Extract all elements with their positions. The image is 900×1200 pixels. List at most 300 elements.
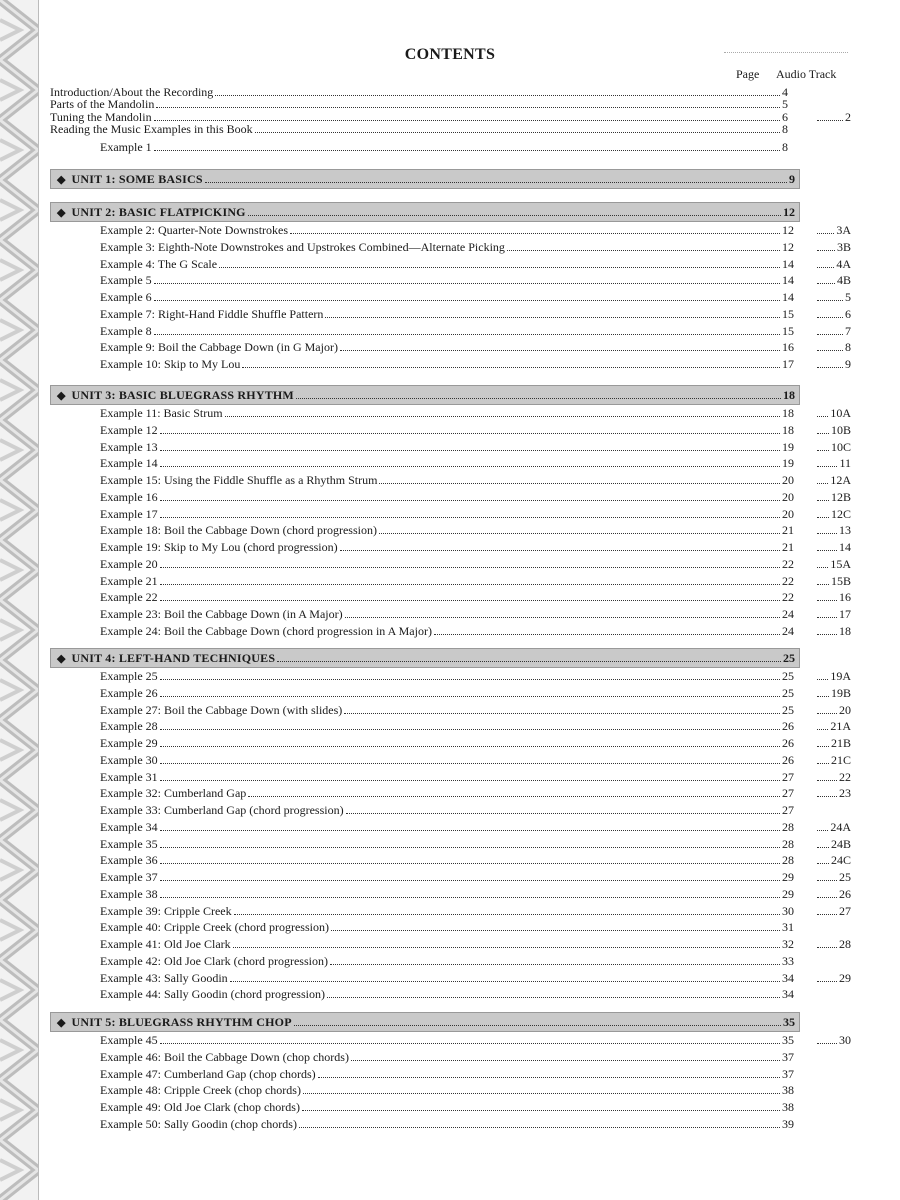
entry-label: Example 33: Cumberland Gap (chord progression) <box>100 803 344 817</box>
track-leader-dots <box>817 679 828 680</box>
entry-track <box>815 886 851 902</box>
entry-label: Example 26 <box>100 685 158 700</box>
entry-page: 8 <box>782 122 788 136</box>
diamond-icon: ◆ <box>57 1017 66 1029</box>
entry-track <box>815 472 851 488</box>
entry-page: 22 <box>782 573 794 588</box>
entry-label: Example 37 <box>100 870 158 884</box>
entry-page: 20 <box>782 506 794 521</box>
example-entry[interactable] <box>100 356 798 372</box>
entry-page: 27 <box>782 769 794 784</box>
example-entry[interactable] <box>100 272 798 288</box>
entry-label: Example 49: Old Joe Clark (chop chords) <box>100 1100 300 1114</box>
track-leader-dots <box>817 367 843 368</box>
entry-track <box>815 685 851 701</box>
entry-track <box>815 289 851 305</box>
entry-track <box>815 439 851 455</box>
entry-label: Example 5 <box>100 273 152 288</box>
leader-dots <box>160 433 780 434</box>
entry-label: Example 21 <box>100 573 158 588</box>
entry-page: 38 <box>782 1083 794 1098</box>
entry-page: 31 <box>782 920 794 935</box>
contents-page <box>50 0 850 1200</box>
leader-dots <box>205 182 787 183</box>
example-entry[interactable] <box>100 702 798 718</box>
entry-page: 22 <box>782 556 794 571</box>
entry-page: 28 <box>782 819 794 834</box>
entry-label: Example 14 <box>100 456 158 471</box>
leader-dots <box>154 334 780 335</box>
track-leader-dots <box>817 746 829 747</box>
entry-label: Example 30 <box>100 752 158 767</box>
entry-label: Example 16 <box>100 489 158 504</box>
entry-label: Example 31 <box>100 769 158 784</box>
example-entry[interactable] <box>100 836 798 852</box>
entry-label: Example 25 <box>100 669 158 683</box>
example-entry[interactable] <box>100 1032 798 1048</box>
track-leader-dots <box>817 550 837 551</box>
leader-dots <box>160 729 780 730</box>
track-leader-dots <box>817 233 834 234</box>
track-number: 4B <box>836 273 851 288</box>
entry-label: Example 28 <box>100 719 158 734</box>
track-leader-dots <box>817 617 837 618</box>
entry-label: Introduction/About the Recording <box>50 85 214 99</box>
entry-track <box>815 323 851 339</box>
example-entry[interactable] <box>100 903 798 919</box>
leader-dots <box>290 233 780 234</box>
track-leader-dots <box>817 483 828 484</box>
leader-dots <box>302 1110 780 1111</box>
entry-page: 35 <box>782 1033 794 1047</box>
header-rule <box>724 52 848 53</box>
entry-page: 19 <box>782 439 794 454</box>
example-entry[interactable] <box>100 1049 798 1065</box>
entry-track <box>815 573 851 589</box>
entry-track <box>815 936 851 952</box>
example-entry[interactable] <box>100 489 798 505</box>
entry-label: Example 34 <box>100 819 158 834</box>
leader-dots <box>327 997 780 998</box>
track-number: 10A <box>830 406 851 420</box>
track-number: 24C <box>830 853 851 868</box>
track-leader-dots <box>817 847 829 848</box>
entry-track <box>815 869 851 885</box>
leader-dots <box>234 914 780 915</box>
leader-dots <box>160 500 780 501</box>
diamond-icon: ◆ <box>57 207 66 219</box>
example-entry[interactable] <box>100 472 798 488</box>
entry-page: 27 <box>782 803 794 817</box>
example-entry[interactable] <box>100 1099 798 1115</box>
entry-page: 37 <box>782 1049 794 1064</box>
track-number: 21B <box>830 736 851 750</box>
unit-heading[interactable] <box>50 1012 800 1032</box>
entry-track <box>815 769 851 785</box>
leader-dots <box>219 267 780 268</box>
leader-dots <box>346 813 780 814</box>
entry-label: Example 23: Boil the Cabbage Down (in A Major) <box>100 607 343 621</box>
track-number: 26 <box>839 886 851 901</box>
example-entry[interactable] <box>100 306 798 322</box>
entry-track <box>815 852 851 868</box>
unit-title: UNIT 2: BASIC FLATPICKING <box>71 205 246 219</box>
entry-page: 20 <box>782 473 794 487</box>
example-entry[interactable] <box>100 1082 798 1098</box>
entry-page: 25 <box>782 685 794 700</box>
example-entry[interactable] <box>100 919 798 935</box>
example-entry[interactable] <box>100 802 798 818</box>
entry-label: Example 38 <box>100 886 158 901</box>
entry-page: 25 <box>782 702 794 717</box>
entry-page: 26 <box>782 719 794 734</box>
leader-dots <box>277 661 781 662</box>
example-entry[interactable] <box>100 886 798 902</box>
track-leader-dots <box>817 713 837 714</box>
entry-label: Example 4: The G Scale <box>100 256 218 271</box>
track-leader-dots <box>817 763 829 764</box>
entry-page: 33 <box>782 953 794 968</box>
track-leader-dots <box>817 267 834 268</box>
entry-track <box>815 522 851 538</box>
entry-track <box>815 489 851 505</box>
entry-label: Example 47: Cumberland Gap (chop chords) <box>100 1066 316 1081</box>
example-entry[interactable] <box>100 506 798 522</box>
entry-page: 8 <box>782 140 788 154</box>
entry-track <box>815 752 851 768</box>
entry-page: 39 <box>782 1116 794 1131</box>
track-number: 19A <box>830 669 851 683</box>
track-number: 8 <box>845 340 851 355</box>
leader-dots <box>379 533 780 534</box>
entry-page: 25 <box>782 669 794 683</box>
entry-page: 30 <box>782 903 794 918</box>
track-number: 16 <box>839 590 851 605</box>
example-entry[interactable] <box>100 970 798 986</box>
track-leader-dots <box>817 1043 837 1044</box>
leader-dots <box>156 107 780 108</box>
leader-dots <box>160 600 780 601</box>
entry-label: Parts of the Mandolin <box>50 97 155 111</box>
diamond-icon: ◆ <box>57 174 66 186</box>
entry-label: Example 46: Boil the Cabbage Down (chop chords) <box>100 1049 349 1064</box>
entry-track <box>815 272 851 288</box>
unit-heading[interactable] <box>50 385 800 405</box>
track-leader-dots <box>817 947 837 948</box>
leader-dots <box>344 713 780 714</box>
unit-title: UNIT 3: BASIC BLUEGRASS RHYTHM <box>71 388 294 402</box>
entry-label: Example 6 <box>100 290 152 304</box>
track-leader-dots <box>817 334 843 335</box>
example-entry[interactable] <box>100 589 798 605</box>
entry-label: Example 45 <box>100 1033 158 1047</box>
leader-dots <box>345 617 780 618</box>
entry-label: Example 19: Skip to My Lou (chord progression) <box>100 540 338 554</box>
example-entry[interactable] <box>100 289 798 305</box>
example-entry[interactable] <box>100 256 798 272</box>
entry-label: Example 35 <box>100 836 158 851</box>
example-entry[interactable] <box>100 718 798 734</box>
entry-label: Example 24: Boil the Cabbage Down (chord progression in A Major) <box>100 623 432 638</box>
track-number: 17 <box>839 607 851 621</box>
leader-dots <box>154 300 780 301</box>
entry-page: 24 <box>782 607 794 621</box>
entry-page: 37 <box>782 1066 794 1081</box>
entry-label: Example 43: Sally Goodin <box>100 970 228 985</box>
page-column-header: Page <box>736 67 760 81</box>
leader-dots <box>160 863 780 864</box>
example-entry[interactable] <box>100 1066 798 1082</box>
track-column-header: Audio Track <box>776 67 837 81</box>
entry-page: 12 <box>782 239 794 254</box>
leader-dots <box>294 1025 781 1026</box>
leader-dots <box>160 450 780 451</box>
entry-label: Example 2: Quarter-Note Downstrokes <box>100 223 289 237</box>
leader-dots <box>318 1077 780 1078</box>
leader-dots <box>340 550 780 551</box>
leader-dots <box>160 897 780 898</box>
example-entry[interactable] <box>100 239 798 255</box>
example-entry[interactable] <box>100 1116 798 1132</box>
entry-label: Example 1 <box>100 140 152 154</box>
track-number: 15B <box>830 573 851 588</box>
entry-label: Example 15: Using the Fiddle Shuffle as a Rhythm Strum <box>100 473 378 487</box>
track-number: 3B <box>836 239 851 254</box>
unit-title: UNIT 4: LEFT-HAND TECHNIQUES <box>71 651 276 665</box>
entry-track <box>815 256 851 272</box>
example-entry[interactable] <box>100 539 798 555</box>
entry-track <box>815 109 851 125</box>
entry-label: Example 44: Sally Goodin (chord progression) <box>100 987 325 1002</box>
entry-page: 18 <box>782 406 794 420</box>
track-leader-dots <box>817 696 829 697</box>
track-number: 9 <box>845 357 851 371</box>
example-entry[interactable] <box>100 455 798 471</box>
track-number: 27 <box>839 903 851 918</box>
leader-dots <box>340 350 780 351</box>
track-leader-dots <box>817 796 837 797</box>
track-number: 23 <box>839 786 851 801</box>
track-number: 29 <box>839 970 851 985</box>
leader-dots <box>160 1043 780 1044</box>
track-number: 24A <box>830 819 851 834</box>
track-leader-dots <box>817 416 828 417</box>
example-entry[interactable] <box>100 439 798 455</box>
example-entry[interactable] <box>100 422 798 438</box>
track-leader-dots <box>817 317 843 318</box>
track-leader-dots <box>817 914 837 915</box>
unit-heading[interactable] <box>50 648 800 668</box>
example-entry[interactable] <box>100 735 798 751</box>
unit-page: 18 <box>783 388 795 402</box>
leader-dots <box>507 250 780 251</box>
entry-label: Reading the Music Examples in this Book <box>50 122 253 136</box>
entry-track <box>815 970 851 986</box>
entry-track <box>815 239 851 255</box>
example-entry[interactable] <box>100 936 798 952</box>
unit-page: 25 <box>783 651 795 665</box>
track-number: 4A <box>836 256 851 271</box>
entry-page: 5 <box>782 97 788 111</box>
decorative-border <box>0 0 39 1200</box>
track-number: 2 <box>845 110 851 124</box>
track-leader-dots <box>817 897 837 898</box>
example-entry[interactable] <box>100 405 798 421</box>
entry-label: Example 20 <box>100 556 158 571</box>
entry-page: 21 <box>782 523 794 538</box>
entry-page: 24 <box>782 623 794 638</box>
track-number: 25 <box>839 870 851 884</box>
entry-page: 28 <box>782 853 794 868</box>
entry-page: 21 <box>782 540 794 554</box>
example-entry[interactable] <box>100 769 798 785</box>
example-entry[interactable] <box>100 339 798 355</box>
entry-label: Tuning the Mandolin <box>50 110 152 124</box>
intro-entry[interactable] <box>100 139 798 155</box>
track-number: 21C <box>830 752 851 767</box>
example-entry[interactable] <box>100 785 798 801</box>
entry-label: Example 40: Cripple Creek (chord progression) <box>100 920 329 935</box>
entry-track <box>815 405 851 421</box>
entry-label: Example 8 <box>100 323 152 338</box>
unit-heading[interactable] <box>50 169 800 189</box>
leader-dots <box>160 847 780 848</box>
entry-track <box>815 455 851 471</box>
entry-label: Example 18: Boil the Cabbage Down (chord progression) <box>100 523 377 538</box>
entry-page: 6 <box>782 110 788 124</box>
unit-heading[interactable] <box>50 202 800 222</box>
track-leader-dots <box>817 600 837 601</box>
unit-page: 12 <box>783 205 795 219</box>
entry-label: Example 10: Skip to My Lou <box>100 357 241 371</box>
track-leader-dots <box>817 584 829 585</box>
track-number: 19B <box>830 685 851 700</box>
entry-track <box>815 356 851 372</box>
example-entry[interactable] <box>100 752 798 768</box>
example-entry[interactable] <box>100 953 798 969</box>
leader-dots <box>160 830 780 831</box>
example-entry[interactable] <box>100 573 798 589</box>
track-leader-dots <box>817 880 837 881</box>
track-number: 14 <box>839 540 851 554</box>
leader-dots <box>351 1060 780 1061</box>
entry-label: Example 13 <box>100 439 158 454</box>
track-number: 12C <box>830 506 851 521</box>
track-leader-dots <box>817 350 843 351</box>
entry-track <box>815 668 851 684</box>
entry-page: 14 <box>782 290 794 304</box>
example-entry[interactable] <box>100 323 798 339</box>
entry-page: 15 <box>782 306 794 321</box>
entry-page: 15 <box>782 323 794 338</box>
track-number: 7 <box>845 323 851 338</box>
leader-dots <box>233 947 780 948</box>
entry-label: Example 3: Eighth-Note Downstrokes and Upstrokes Combined—Alternate Picking <box>100 239 505 254</box>
entry-page: 16 <box>782 340 794 355</box>
track-leader-dots <box>817 729 828 730</box>
leader-dots <box>160 696 780 697</box>
example-entry[interactable] <box>100 852 798 868</box>
track-leader-dots <box>817 433 829 434</box>
track-number: 22 <box>839 769 851 784</box>
track-number: 18 <box>839 623 851 638</box>
entry-label: Example 7: Right-Hand Fiddle Shuffle Pattern <box>100 306 324 321</box>
example-entry[interactable] <box>100 819 798 835</box>
example-entry[interactable] <box>100 522 798 538</box>
intro-entry[interactable] <box>50 121 798 137</box>
leader-dots <box>160 880 780 881</box>
leader-dots <box>154 150 780 151</box>
entry-track <box>815 718 851 734</box>
entry-track <box>815 339 851 355</box>
entry-page: 4 <box>782 85 788 99</box>
leader-dots <box>325 317 780 318</box>
entry-page: 19 <box>782 456 794 471</box>
entry-label: Example 9: Boil the Cabbage Down (in G Major) <box>100 340 338 355</box>
track-number: 5 <box>845 290 851 304</box>
entry-track <box>815 819 851 835</box>
track-leader-dots <box>817 981 837 982</box>
leader-dots <box>248 215 781 216</box>
diamond-icon: ◆ <box>57 390 66 402</box>
entry-label: Example 48: Cripple Creek (chop chords) <box>100 1083 301 1098</box>
track-number: 12B <box>830 489 851 504</box>
track-number: 28 <box>839 937 851 951</box>
example-entry[interactable] <box>100 685 798 701</box>
leader-dots <box>330 964 780 965</box>
entry-track <box>815 1032 851 1048</box>
track-leader-dots <box>817 120 843 121</box>
leader-dots <box>296 398 781 399</box>
example-entry[interactable] <box>100 668 798 684</box>
example-entry[interactable] <box>100 222 798 238</box>
leader-dots <box>160 567 780 568</box>
track-leader-dots <box>817 466 837 467</box>
example-entry[interactable] <box>100 556 798 572</box>
track-leader-dots <box>817 283 835 284</box>
page-title: CONTENTS <box>404 46 496 63</box>
entry-page: 18 <box>782 422 794 437</box>
example-entry[interactable] <box>100 869 798 885</box>
example-entry[interactable] <box>100 986 798 1002</box>
track-leader-dots <box>817 450 829 451</box>
leader-dots <box>379 483 780 484</box>
track-number: 11 <box>839 456 851 471</box>
entry-track <box>815 422 851 438</box>
border-pattern <box>0 0 38 1200</box>
leader-dots <box>160 466 780 467</box>
entry-page: 26 <box>782 736 794 750</box>
example-entry[interactable] <box>100 623 798 639</box>
track-leader-dots <box>817 780 837 781</box>
unit-title: UNIT 1: SOME BASICS <box>71 172 203 186</box>
entry-page: 12 <box>782 223 794 237</box>
example-entry[interactable] <box>100 606 798 622</box>
entry-page: 14 <box>782 273 794 288</box>
entry-label: Example 36 <box>100 853 158 868</box>
track-number: 10C <box>830 439 851 454</box>
entry-label: Example 50: Sally Goodin (chop chords) <box>100 1116 297 1131</box>
track-leader-dots <box>817 517 829 518</box>
track-leader-dots <box>817 300 843 301</box>
track-leader-dots <box>817 863 829 864</box>
track-leader-dots <box>817 830 828 831</box>
leader-dots <box>160 746 780 747</box>
entry-label: Example 27: Boil the Cabbage Down (with slides) <box>100 702 343 717</box>
track-leader-dots <box>817 250 835 251</box>
entry-track <box>815 539 851 555</box>
entry-label: Example 11: Basic Strum <box>100 406 223 420</box>
